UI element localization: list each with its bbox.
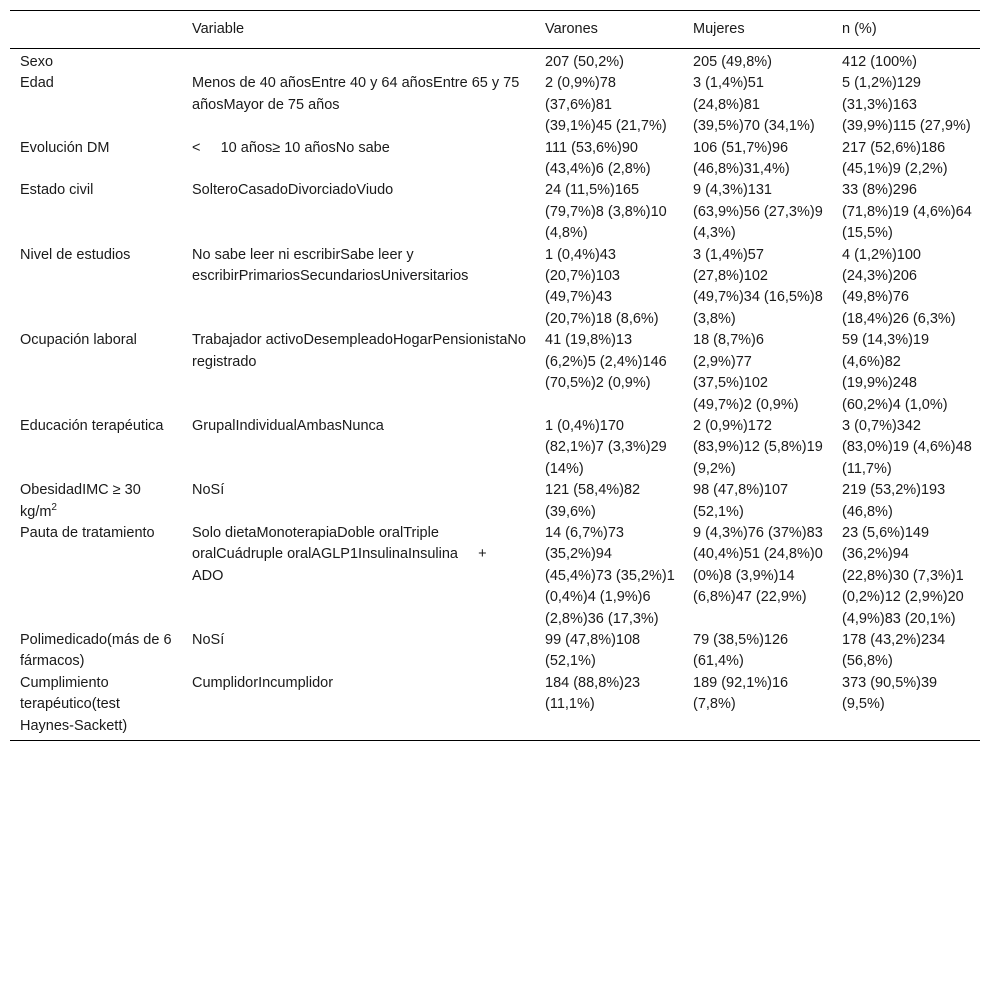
superscript: 2 [51, 501, 57, 513]
table-row [10, 73, 980, 137]
row-label: Nivel de estudios [20, 246, 131, 263]
mujeres-cell: 3 (1,4%)57 (27,8%)102 (49,7%)34 (16,5%)8 (3,8%) [693, 246, 823, 327]
total-cell: 373 (90,5%)39 (9,5%) [842, 674, 938, 713]
data-table [10, 10, 980, 741]
table-row [10, 180, 980, 244]
row-label: Sexo [20, 54, 54, 70]
variable-cell: SolteroCasadoDivorciadoViudo [192, 182, 394, 199]
header-cell [10, 11, 182, 49]
total-cell: 3 (0,7%)342 (83,0%)19 (4,6%)48 (11,7%) [842, 417, 972, 477]
mujeres-cell: 79 (38,5%)126 (61,4%) [693, 631, 789, 670]
varones-cell: 111 (53,6%)90 (43,4%)6 (2,8%) [545, 139, 651, 178]
table-row [10, 480, 980, 523]
header-cell: Varones [545, 21, 598, 37]
variable-cell: NoSí [192, 631, 225, 648]
variable-cell: No sabe leer ni escribirSabe leer y escribirPrimariosSecundariosUniversitarios [192, 246, 469, 285]
total-cell: 412 (100%) [842, 54, 917, 70]
mujeres-cell: 18 (8,7%)6 (2,9%)77 (37,5%)102 (49,7%)2 (0,9%) [693, 332, 799, 413]
varones-cell: 2 (0,9%)78 (37,6%)81 (39,1%)45 (21,7%) [545, 75, 667, 135]
table-row [10, 138, 980, 181]
row-label: Evolución DM [20, 139, 110, 156]
mujeres-cell: 98 (47,8%)107 (52,1%) [693, 482, 789, 520]
header-cell: n (%) [842, 21, 877, 37]
table-row [10, 630, 980, 673]
row-label: Edad [20, 75, 54, 92]
varones-cell: 207 (50,2%) [545, 54, 624, 70]
total-cell: 59 (14,3%)19 (4,6%)82 (19,9%)248 (60,2%)4 (1,0%) [842, 332, 948, 413]
total-cell: 217 (52,6%)186 (45,1%)9 (2,2%) [842, 139, 948, 178]
total-cell: 5 (1,2%)129 (31,3%)163 (39,9%)115 (27,9%) [842, 75, 971, 135]
varones-cell: 1 (0,4%)170 (82,1%)7 (3,3%)29 (14%) [545, 417, 667, 477]
variable-cell: Solo dietaMonoterapiaDoble oralTriple oralCuádruple oralAGLP1InsulinaInsulina + ADO [192, 524, 506, 584]
mujeres-cell: 189 (92,1%)16 (7,8%) [693, 674, 789, 713]
row-label: Cumplimiento terapéutico(test Haynes-Sackett) [20, 674, 128, 734]
row-label: Pauta de tratamiento [20, 524, 155, 541]
variable-cell: Trabajador activoDesempleadoHogarPensionistaNo registrado [192, 332, 526, 370]
table-row [10, 416, 980, 480]
variable-cell: NoSí [192, 482, 225, 499]
varones-cell: 41 (19,8%)13 (6,2%)5 (2,4%)146 (70,5%)2 (0,9%) [545, 332, 667, 392]
header-row [10, 11, 980, 49]
varones-cell: 14 (6,7%)73 (35,2%)94 (45,4%)73 (35,2%)1 (0,4%)4 (1,9%)6 (2,8%)36 (17,3%) [545, 524, 675, 627]
variable-cell: < 10 años≥ 10 añosNo sabe [192, 139, 390, 156]
mujeres-cell: 9 (4,3%)76 (37%)83 (40,4%)51 (24,8%)0 (0%)8 (3,9%)14 (6,8%)47 (22,9%) [693, 524, 823, 606]
mujeres-cell: 2 (0,9%)172 (83,9%)12 (5,8%)19 (9,2%) [693, 417, 823, 477]
header-cell: Variable [192, 21, 245, 37]
varones-cell: 1 (0,4%)43 (20,7%)103 (49,7%)43 (20,7%)18 (8,6%) [545, 246, 659, 327]
row-label: Ocupación laboral [20, 332, 137, 349]
total-cell: 4 (1,2%)100 (24,3%)206 (49,8%)76 (18,4%)26 (6,3%) [842, 246, 956, 327]
table-row [10, 673, 980, 741]
variable-cell: Menos de 40 añosEntre 40 y 64 añosEntre 65 y 75 añosMayor de 75 años [192, 75, 520, 113]
varones-cell: 24 (11,5%)165 (79,7%)8 (3,8%)10 (4,8%) [545, 182, 667, 242]
variable-cell: GrupalIndividualAmbasNunca [192, 417, 384, 434]
table-row [10, 330, 980, 416]
varones-cell: 184 (88,8%)23 (11,1%) [545, 674, 641, 713]
total-cell: 23 (5,6%)149 (36,2%)94 (22,8%)30 (7,3%)1 (0,2%)12 (2,9%)20 (4,9%)83 (20,1%) [842, 524, 964, 627]
row-label: Polimedicado(más de 6 fármacos) [20, 631, 172, 670]
table-row [10, 49, 980, 74]
row-label [10, 480, 182, 523]
varones-cell: 99 (47,8%)108 (52,1%) [545, 631, 641, 670]
total-cell: 33 (8%)296 (71,8%)19 (4,6%)64 (15,5%) [842, 182, 972, 242]
table-row [10, 523, 980, 630]
row-label-text: ObesidadIMC ≥ 30 kg/m [20, 482, 141, 520]
mujeres-cell: 106 (51,7%)96 (46,8%)31,4%) [693, 139, 790, 178]
total-cell: 178 (43,2%)234 (56,8%) [842, 631, 946, 670]
variable-cell [182, 49, 535, 74]
mujeres-cell: 3 (1,4%)51 (24,8%)81 (39,5%)70 (34,1%) [693, 75, 815, 135]
variable-cell: CumplidorIncumplidor [192, 674, 334, 691]
header-cell: Mujeres [693, 21, 745, 37]
row-label: Estado civil [20, 182, 94, 199]
mujeres-cell: 9 (4,3%)131 (63,9%)56 (27,3%)9 (4,3%) [693, 182, 823, 242]
total-cell: 219 (53,2%)193 (46,8%) [842, 482, 946, 520]
row-label: Educación terapéutica [20, 417, 164, 434]
table-row [10, 245, 980, 331]
varones-cell: 121 (58,4%)82 (39,6%) [545, 482, 641, 520]
mujeres-cell: 205 (49,8%) [693, 54, 772, 70]
